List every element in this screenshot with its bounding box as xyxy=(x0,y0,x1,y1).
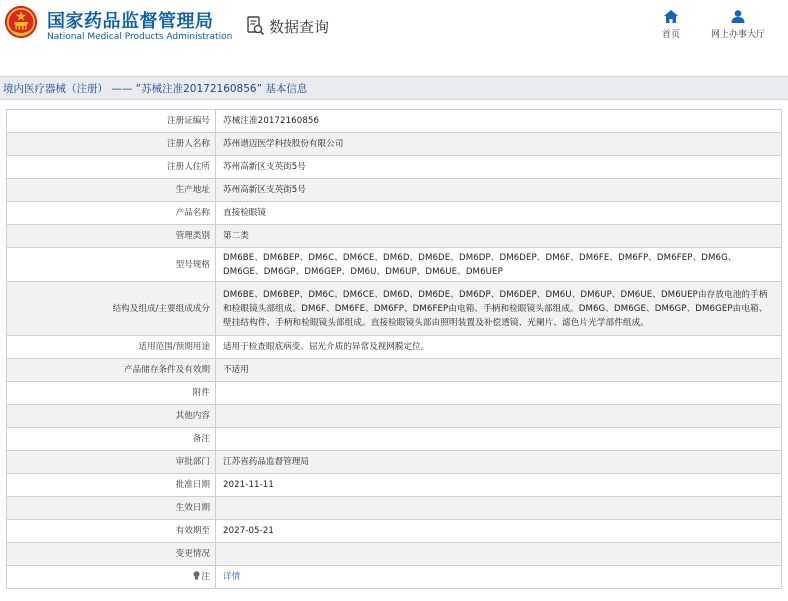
field-label: 结构及组成/主要组成成分 xyxy=(7,282,216,336)
table-row xyxy=(7,202,782,225)
field-value xyxy=(216,428,782,451)
field-value: 江苏省药品监督管理局 xyxy=(216,451,782,474)
table-row xyxy=(7,156,782,179)
field-label: 产品名称 xyxy=(7,202,216,225)
field-value: 第二类 xyxy=(216,225,782,248)
field-label: 附件 xyxy=(7,382,216,405)
field-value xyxy=(216,405,782,428)
home-icon xyxy=(664,10,678,23)
field-label: 生效日期 xyxy=(7,497,216,520)
field-label: 备注 xyxy=(7,428,216,451)
table-row xyxy=(7,566,782,589)
field-value xyxy=(216,497,782,520)
field-label: 产品储存条件及有效期 xyxy=(7,359,216,382)
brand-title-en[interactable]: National Medical Products Administration xyxy=(47,32,233,42)
nav-online-hall[interactable] xyxy=(706,10,770,40)
field-label: 变更情况 xyxy=(7,543,216,566)
field-value: 适用于检查眼底病变、屈光介质的异常及视网膜定位。 xyxy=(216,336,782,359)
nav-online-hall-label: 网上办事大厅 xyxy=(710,30,765,40)
field-value: 不适用 xyxy=(216,359,782,382)
record-title-bar xyxy=(0,76,788,100)
field-label: 注册人住所 xyxy=(7,156,216,179)
field-label: 审批部门 xyxy=(7,451,216,474)
table-row xyxy=(7,497,782,520)
table-row xyxy=(7,282,782,336)
note-label: 注 xyxy=(201,572,210,582)
table-row xyxy=(7,405,782,428)
field-value: 苏州高新区支英街5号 xyxy=(216,179,782,202)
field-value: 直接检眼镜 xyxy=(216,202,782,225)
data-query-label: 数据查询 xyxy=(269,17,330,36)
field-value: 苏州谱迈医学科技股份有限公司 xyxy=(216,133,782,156)
record-detail-table xyxy=(6,109,782,589)
field-value: 2021-11-11 xyxy=(216,474,782,497)
note-value xyxy=(216,566,782,589)
field-label: 注册人名称 xyxy=(7,133,216,156)
field-value: 苏械注准20172160856 xyxy=(216,110,782,133)
field-value: 2027-05-21 xyxy=(216,520,782,543)
field-label: 生产地址 xyxy=(7,179,216,202)
field-value: DM6BE、DM6BEP、DM6C、DM6CE、DM6D、DM6DE、DM6DP、DM6DEP、DM6F、DM6FE、DM6FP、DM6FEP、DM6G、DM6GE、DM6GP、DM6GEP、DM6U、DM6UP、DM6UE、DM6UEP xyxy=(216,248,782,282)
data-query-link[interactable] xyxy=(247,15,329,37)
table-row xyxy=(7,133,782,156)
table-row xyxy=(7,359,782,382)
table-row xyxy=(7,248,782,282)
document-search-icon xyxy=(247,16,265,36)
note-label-cell xyxy=(7,566,216,589)
field-label: 有效期至 xyxy=(7,520,216,543)
table-row xyxy=(7,451,782,474)
field-label: 适用范围/预期用途 xyxy=(7,336,216,359)
table-row xyxy=(7,110,782,133)
field-label: 其他内容 xyxy=(7,405,216,428)
record-title: 境内医疗器械（注册） —— “苏械注准20172160856” 基本信息 xyxy=(3,82,308,95)
field-value: DM6BE、DM6BEP、DM6C、DM6CE、DM6D、DM6DE、DM6DP、DM6DEP、DM6U、DM6UP、DM6UE、DM6UEP由存放电池的手柄和检眼镜头部组成。DM6F、DM6FE、DM6FP、DM6FEP由电箱、手柄和检眼镜头部组成。DM6G、DM6GE、DM6GP、DM6GEP由电箱、壁挂结构件、手柄和检眼镜头部组成。直接检眼镜头部由照明装置及补偿透镜、光阑片、滤色片光学部件组成。 xyxy=(216,282,782,336)
table-row xyxy=(7,225,782,248)
table-row xyxy=(7,428,782,451)
table-row xyxy=(7,336,782,359)
nav-home-label: 首页 xyxy=(661,30,680,40)
field-label: 注册证编号 xyxy=(7,110,216,133)
table-row xyxy=(7,474,782,497)
table-row xyxy=(7,382,782,405)
table-row xyxy=(7,543,782,566)
table-row xyxy=(7,179,782,202)
table-row xyxy=(7,520,782,543)
brand-title-cn[interactable]: 国家药品监督管理局 xyxy=(47,11,214,32)
user-icon xyxy=(731,10,745,23)
field-value xyxy=(216,543,782,566)
site-header xyxy=(0,0,788,62)
field-label: 型号规格 xyxy=(7,248,216,282)
field-label: 批准日期 xyxy=(7,474,216,497)
nav-home[interactable] xyxy=(658,10,684,40)
field-value: 苏州高新区支英街5号 xyxy=(216,156,782,179)
field-value xyxy=(216,382,782,405)
lightbulb-icon xyxy=(193,571,200,580)
details-link[interactable]: 详情 xyxy=(223,572,241,582)
field-label: 管理类别 xyxy=(7,225,216,248)
national-emblem-icon xyxy=(4,5,38,39)
